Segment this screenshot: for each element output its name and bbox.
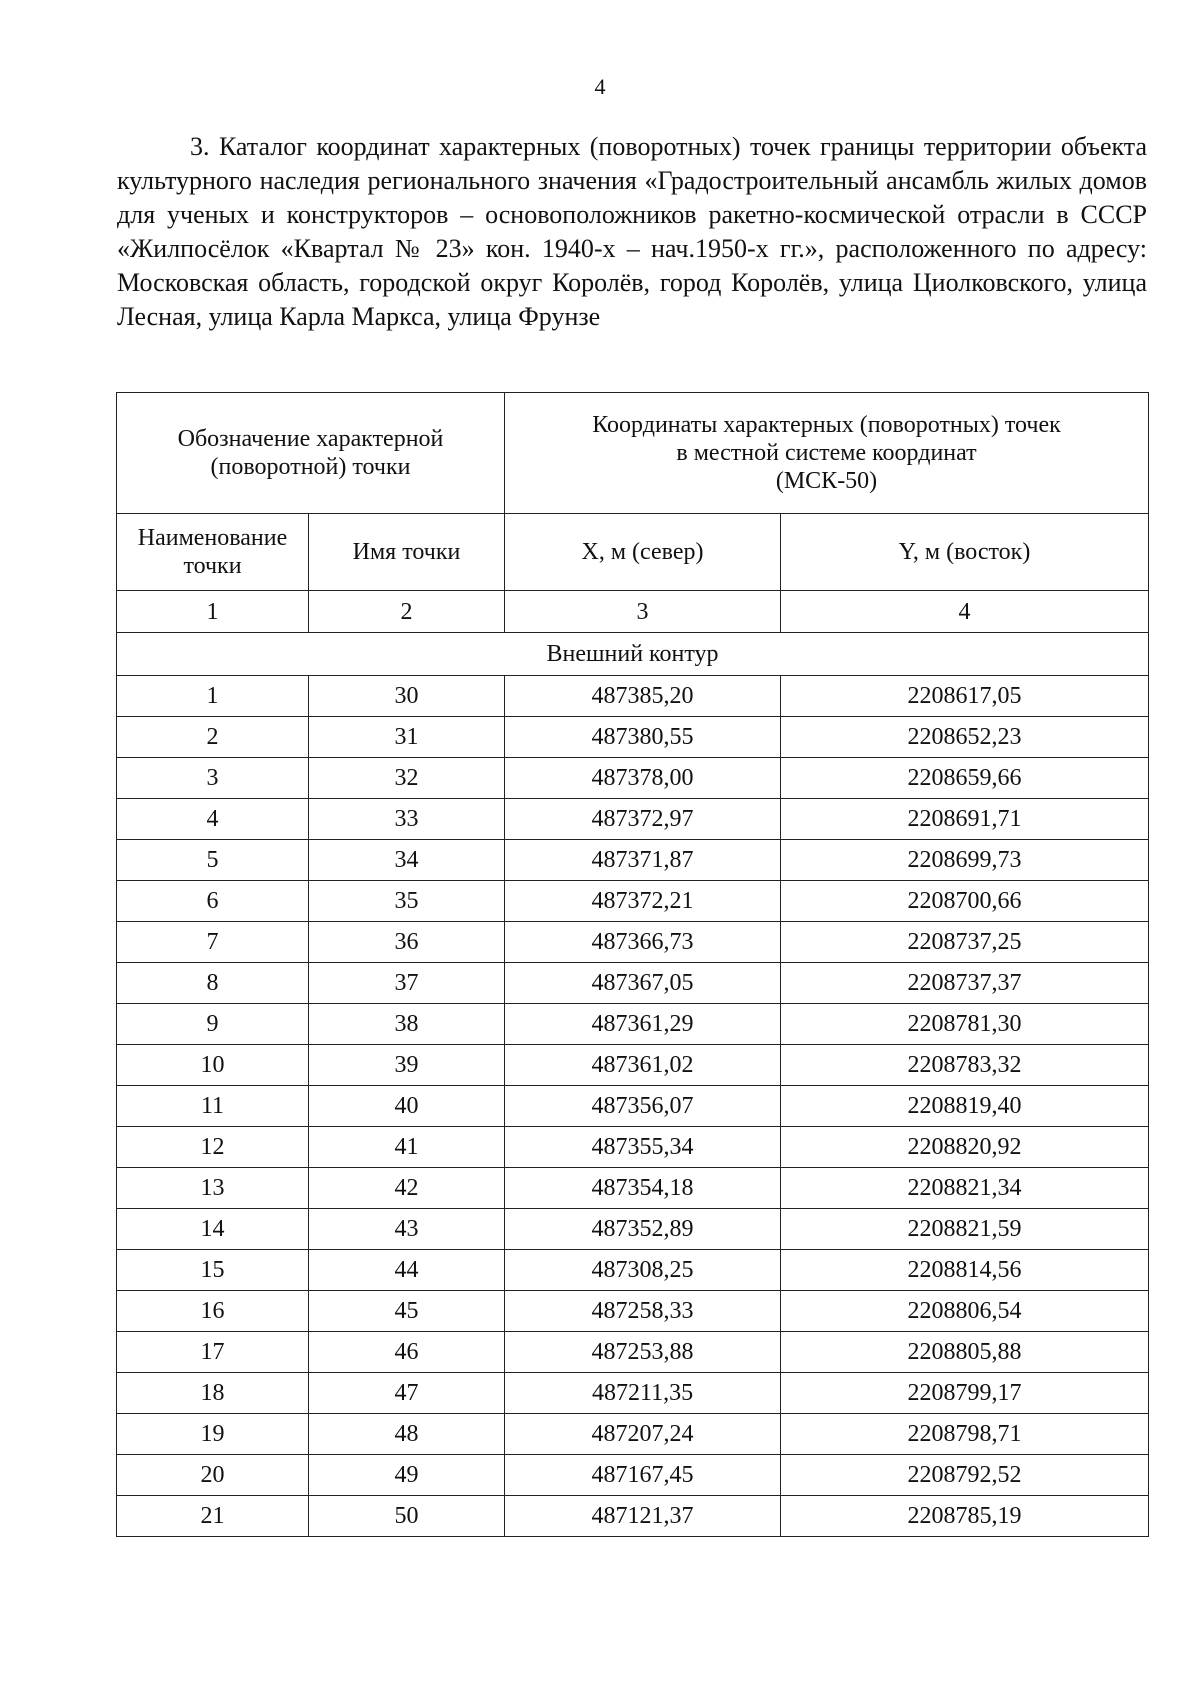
- cell-x: 487207,24: [505, 1414, 781, 1455]
- cell-point-name: 31: [309, 717, 505, 758]
- cell-y: 2208799,17: [781, 1373, 1149, 1414]
- cell-y: 2208659,66: [781, 758, 1149, 799]
- cell-y: 2208783,32: [781, 1045, 1149, 1086]
- cell-y: 2208819,40: [781, 1086, 1149, 1127]
- cell-point-name: 34: [309, 840, 505, 881]
- table-subheader-row: [117, 514, 1149, 591]
- cell-x: 487352,89: [505, 1209, 781, 1250]
- column-number: 2: [309, 591, 505, 633]
- cell-y: 2208699,73: [781, 840, 1149, 881]
- cell-x: 487380,55: [505, 717, 781, 758]
- column-header-point-label-line2: точки: [183, 553, 242, 579]
- table-row: [117, 758, 1149, 799]
- table-row: [117, 1127, 1149, 1168]
- table-row: [117, 1045, 1149, 1086]
- header-coordinates-line2: в местной системе координат: [676, 440, 977, 466]
- table-row: [117, 1250, 1149, 1291]
- table-row: [117, 1086, 1149, 1127]
- cell-x: 487366,73: [505, 922, 781, 963]
- cell-x: 487167,45: [505, 1455, 781, 1496]
- table-row: [117, 1496, 1149, 1537]
- cell-point-name: 40: [309, 1086, 505, 1127]
- header-coordinates-line3: (МСК-50): [775, 468, 878, 494]
- cell-x: 487356,07: [505, 1086, 781, 1127]
- cell-y: 2208691,71: [781, 799, 1149, 840]
- cell-point-name: 42: [309, 1168, 505, 1209]
- cell-point-name: 33: [309, 799, 505, 840]
- cell-point-label: 19: [117, 1414, 309, 1455]
- table-row: [117, 1168, 1149, 1209]
- table-row: [117, 1414, 1149, 1455]
- column-header-y: Y, м (восток): [781, 514, 1149, 591]
- header-coordinates: [505, 393, 1149, 514]
- table-body: [117, 633, 1149, 1537]
- cell-y: 2208821,59: [781, 1209, 1149, 1250]
- column-number: 1: [117, 591, 309, 633]
- coordinates-table: [116, 392, 1149, 1537]
- cell-point-label: 9: [117, 1004, 309, 1045]
- cell-point-label: 15: [117, 1250, 309, 1291]
- cell-x: 487308,25: [505, 1250, 781, 1291]
- cell-x: 487367,05: [505, 963, 781, 1004]
- cell-point-label: 8: [117, 963, 309, 1004]
- cell-point-name: 43: [309, 1209, 505, 1250]
- cell-point-name: 46: [309, 1332, 505, 1373]
- cell-y: 2208805,88: [781, 1332, 1149, 1373]
- cell-point-label: 21: [117, 1496, 309, 1537]
- cell-y: 2208617,05: [781, 676, 1149, 717]
- cell-x: 487354,18: [505, 1168, 781, 1209]
- cell-x: 487258,33: [505, 1291, 781, 1332]
- cell-x: 487372,97: [505, 799, 781, 840]
- intro-paragraph: 3. Каталог координат характерных (поворотных) точек границы территории объекта культурного наследия регионального значения «Градостроительный ансамбль жилых домов для ученых и конструкторов – основоположников ракетно-космической отрасли в СССР «Жилпосёлок «Квартал № 23» кон. 1940-х – нач.1950-х гг.», расположенного по адресу: Московская область, городской округ Королёв, город Королёв, улица Циолковского, улица Лесная, улица Карла Маркса, улица Фрунзе: [117, 132, 1147, 331]
- cell-point-name: 39: [309, 1045, 505, 1086]
- cell-point-name: 30: [309, 676, 505, 717]
- cell-y: 2208806,54: [781, 1291, 1149, 1332]
- column-number-row: [117, 591, 1149, 633]
- table-row: [117, 881, 1149, 922]
- table-row: [117, 1373, 1149, 1414]
- intro-section: [117, 130, 1147, 334]
- column-header-x: X, м (север): [505, 514, 781, 591]
- cell-point-name: 50: [309, 1496, 505, 1537]
- cell-point-name: 48: [309, 1414, 505, 1455]
- section-row: [117, 633, 1149, 676]
- cell-y: 2208652,23: [781, 717, 1149, 758]
- cell-y: 2208785,19: [781, 1496, 1149, 1537]
- cell-point-label: 17: [117, 1332, 309, 1373]
- cell-x: 487211,35: [505, 1373, 781, 1414]
- table-row: [117, 1455, 1149, 1496]
- table-row: [117, 840, 1149, 881]
- cell-point-name: 47: [309, 1373, 505, 1414]
- column-number: 4: [781, 591, 1149, 633]
- cell-point-label: 16: [117, 1291, 309, 1332]
- cell-y: 2208737,25: [781, 922, 1149, 963]
- table-row: [117, 963, 1149, 1004]
- cell-x: 487378,00: [505, 758, 781, 799]
- cell-y: 2208737,37: [781, 963, 1149, 1004]
- cell-point-label: 1: [117, 676, 309, 717]
- cell-y: 2208792,52: [781, 1455, 1149, 1496]
- cell-point-label: 13: [117, 1168, 309, 1209]
- cell-point-label: 12: [117, 1127, 309, 1168]
- cell-point-label: 7: [117, 922, 309, 963]
- cell-y: 2208820,92: [781, 1127, 1149, 1168]
- cell-point-label: 18: [117, 1373, 309, 1414]
- cell-point-name: 49: [309, 1455, 505, 1496]
- cell-x: 487372,21: [505, 881, 781, 922]
- table-row: [117, 1332, 1149, 1373]
- cell-point-label: 4: [117, 799, 309, 840]
- column-number: 3: [505, 591, 781, 633]
- cell-x: 487121,37: [505, 1496, 781, 1537]
- cell-y: 2208781,30: [781, 1004, 1149, 1045]
- table-row: [117, 1004, 1149, 1045]
- table-row: [117, 717, 1149, 758]
- header-designation: Обозначение характерной (поворотной) точки: [117, 393, 505, 514]
- cell-point-label: 6: [117, 881, 309, 922]
- cell-point-name: 38: [309, 1004, 505, 1045]
- cell-y: 2208798,71: [781, 1414, 1149, 1455]
- cell-point-label: 11: [117, 1086, 309, 1127]
- header-coordinates-line1: Координаты характерных (поворотных) точек: [592, 412, 1061, 438]
- cell-point-label: 20: [117, 1455, 309, 1496]
- column-header-point-label: [117, 514, 309, 591]
- cell-point-name: 37: [309, 963, 505, 1004]
- section-title: Внешний контур: [117, 633, 1149, 676]
- cell-point-name: 44: [309, 1250, 505, 1291]
- cell-point-name: 36: [309, 922, 505, 963]
- cell-x: 487361,29: [505, 1004, 781, 1045]
- cell-x: 487361,02: [505, 1045, 781, 1086]
- cell-x: 487385,20: [505, 676, 781, 717]
- column-header-point-name: Имя точки: [309, 514, 505, 591]
- cell-point-name: 41: [309, 1127, 505, 1168]
- table-row: [117, 1209, 1149, 1250]
- cell-x: 487253,88: [505, 1332, 781, 1373]
- cell-y: 2208821,34: [781, 1168, 1149, 1209]
- cell-point-label: 14: [117, 1209, 309, 1250]
- table-row: [117, 922, 1149, 963]
- page-number: 4: [594, 74, 606, 99]
- cell-point-name: 45: [309, 1291, 505, 1332]
- cell-point-name: 32: [309, 758, 505, 799]
- column-header-point-label-line1: Наименование: [137, 525, 288, 551]
- cell-point-name: 35: [309, 881, 505, 922]
- cell-point-label: 5: [117, 840, 309, 881]
- cell-y: 2208700,66: [781, 881, 1149, 922]
- table-header-row: [117, 393, 1149, 514]
- table-row: [117, 1291, 1149, 1332]
- table-row: [117, 799, 1149, 840]
- cell-x: 487371,87: [505, 840, 781, 881]
- cell-point-label: 3: [117, 758, 309, 799]
- table-row: [117, 676, 1149, 717]
- cell-x: 487355,34: [505, 1127, 781, 1168]
- cell-point-label: 2: [117, 717, 309, 758]
- cell-point-label: 10: [117, 1045, 309, 1086]
- cell-y: 2208814,56: [781, 1250, 1149, 1291]
